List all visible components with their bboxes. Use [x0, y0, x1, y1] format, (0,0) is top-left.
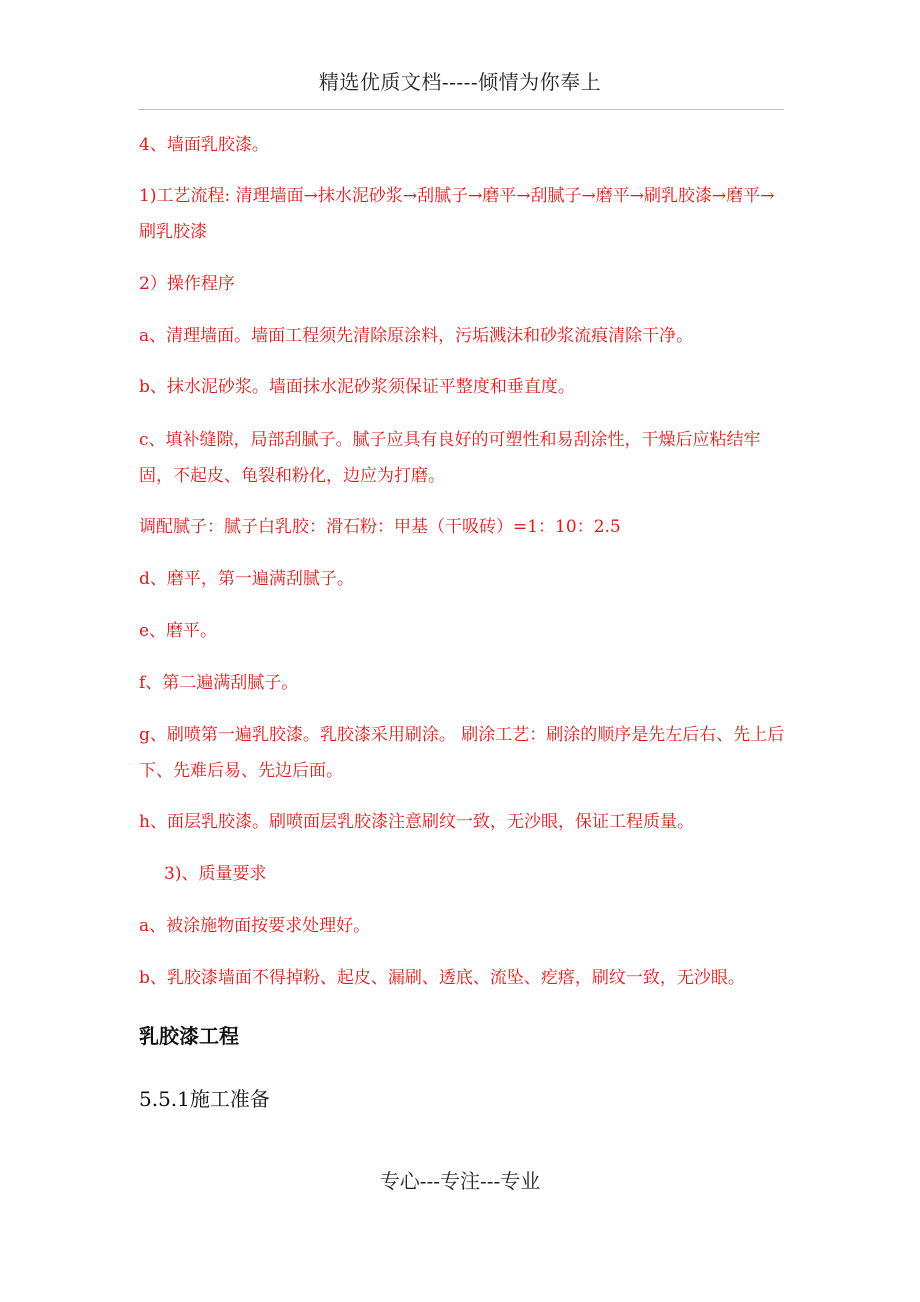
step-g: g、刷喷第一遍乳胶漆。乳胶漆采用刷涂。 刷涂工艺：刷涂的顺序是先左后右、先上后下、先难后易、先边后面。: [139, 725, 785, 781]
step-e: e、磨平。: [139, 621, 218, 641]
step-h: h、面层乳胶漆。刷喷面层乳胶漆注意刷纹一致，无沙眼，保证工程质量。: [139, 812, 694, 832]
step-c: c、填补缝隙，局部刮腻子。腻子应具有良好的可塑性和易刮涂性，干燥后应粘结牢固，不起皮、龟裂和粉化，边应为打磨。: [139, 430, 761, 486]
step-f: f、第二遍满刮腻子。: [139, 673, 299, 693]
step-b: b、抹水泥砂浆。墙面抹水泥砂浆须保证平整度和垂直度。: [139, 377, 575, 397]
subsection-title: 5.5.1施工准备: [139, 1087, 270, 1111]
putty-mix-ratio: 调配腻子：腻子白乳胶：滑石粉：甲基（干吸砖）=1：10：2.5: [139, 517, 621, 537]
section-title: 乳胶漆工程: [139, 1024, 239, 1048]
paragraph-item-4: 4、墙面乳胶漆。: [139, 135, 269, 155]
quality-b: b、乳胶漆墙面不得掉粉、起皮、漏刷、透底、流坠、疙瘩，刷纹一致，无沙眼。: [139, 968, 745, 988]
page-footer: 专心---专注---专业: [379, 1169, 541, 1193]
step-a: a、清理墙面。墙面工程须先清除原涂料，污垢溅沫和砂浆流痕清除干净。: [139, 326, 694, 346]
quality-requirements-heading: 3)、质量要求: [164, 864, 267, 884]
page-header: 精选优质文档-----倾情为你奉上: [318, 70, 602, 94]
step-d: d、磨平，第一遍满刮腻子。: [139, 569, 354, 589]
operation-procedure-heading: 2）操作程序: [139, 274, 235, 294]
quality-a: a、被涂施物面按要求处理好。: [139, 916, 371, 936]
header-divider: [138, 109, 784, 110]
process-flow: 1)工艺流程: 清理墙面→抹水泥砂浆→刮腻子→磨平→刮腻子→磨平→刷乳胶漆→磨平→刷乳胶漆: [139, 186, 775, 242]
